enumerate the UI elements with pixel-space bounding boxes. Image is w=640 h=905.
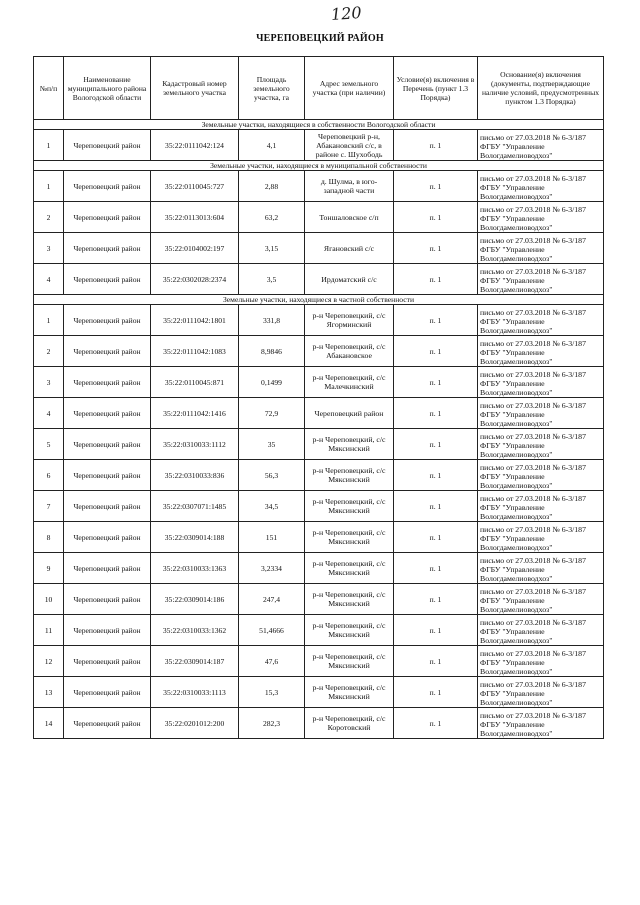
cell-num: 11 xyxy=(34,615,64,646)
cell-basis: письмо от 27.03.2018 № 6-3/187 ФГБУ "Управление Вологдамелиоводхоз" xyxy=(478,171,604,202)
cell-area: 47,6 xyxy=(239,646,305,677)
cell-area: 8,9846 xyxy=(239,336,305,367)
cell-num: 13 xyxy=(34,677,64,708)
cell-address: р-н Череповецкий, с/с Мяксинский xyxy=(305,677,394,708)
cell-condition: п. 1 xyxy=(394,429,478,460)
cell-address: р-н Череповецкий, с/с Малечкинский xyxy=(305,367,394,398)
cell-basis: письмо от 27.03.2018 № 6-3/187 ФГБУ "Управление Вологдамелиоводхоз" xyxy=(478,584,604,615)
cell-num: 1 xyxy=(34,171,64,202)
cell-area: 3,15 xyxy=(239,233,305,264)
cell-cadastre: 35:22:0310033:1362 xyxy=(151,615,239,646)
header-district: Наименование муниципального района Вологодской области xyxy=(64,57,151,120)
header-condition: Условие(я) включения в Перечень (пункт 1.3 Порядка) xyxy=(394,57,478,120)
cell-num: 2 xyxy=(34,336,64,367)
cell-address: р-н Череповецкий, с/с Абакановское xyxy=(305,336,394,367)
cell-num: 4 xyxy=(34,398,64,429)
table-row xyxy=(34,336,604,367)
cell-num: 10 xyxy=(34,584,64,615)
cell-area: 4,1 xyxy=(239,130,305,161)
cell-address: р-н Череповецкий, с/с Ягорминский xyxy=(305,305,394,336)
cell-cadastre: 35:22:0309014:186 xyxy=(151,584,239,615)
cell-cadastre: 35:22:0111042:1083 xyxy=(151,336,239,367)
cell-basis: письмо от 27.03.2018 № 6-3/187 ФГБУ "Управление Вологдамелиоводхоз" xyxy=(478,708,604,739)
cell-area: 247,4 xyxy=(239,584,305,615)
table-row xyxy=(34,398,604,429)
cell-address: Тоншаловское с/п xyxy=(305,202,394,233)
cell-basis: письмо от 27.03.2018 № 6-3/187 ФГБУ "Управление Вологдамелиоводхоз" xyxy=(478,460,604,491)
cell-condition: п. 1 xyxy=(394,553,478,584)
cell-num: 5 xyxy=(34,429,64,460)
cell-district: Череповецкий район xyxy=(64,522,151,553)
cell-area: 0,1499 xyxy=(239,367,305,398)
table-row xyxy=(34,553,604,584)
cell-district: Череповецкий район xyxy=(64,460,151,491)
cell-num: 1 xyxy=(34,130,64,161)
table-row xyxy=(34,233,604,264)
cell-district: Череповецкий район xyxy=(64,130,151,161)
cell-basis: письмо от 27.03.2018 № 6-3/187 ФГБУ "Управление Вологдамелиоводхоз" xyxy=(478,522,604,553)
cell-condition: п. 1 xyxy=(394,202,478,233)
cell-condition: п. 1 xyxy=(394,615,478,646)
cell-condition: п. 1 xyxy=(394,708,478,739)
cell-num: 3 xyxy=(34,233,64,264)
cell-address: р-н Череповецкий, с/с Мяксинский xyxy=(305,615,394,646)
table-row xyxy=(34,491,604,522)
header-area: Площадь земельного участка, га xyxy=(239,57,305,120)
cell-condition: п. 1 xyxy=(394,336,478,367)
cell-num: 6 xyxy=(34,460,64,491)
cell-condition: п. 1 xyxy=(394,264,478,295)
cell-condition: п. 1 xyxy=(394,171,478,202)
section-title: Земельные участки, находящиеся в частной собственности xyxy=(34,295,604,305)
section-title: Земельные участки, находящиеся в собственности Вологодской области xyxy=(34,120,604,130)
cell-address: р-н Череповецкий, с/с Мяксинский xyxy=(305,429,394,460)
cell-district: Череповецкий район xyxy=(64,171,151,202)
cell-district: Череповецкий район xyxy=(64,646,151,677)
cell-basis: письмо от 27.03.2018 № 6-3/187 ФГБУ "Управление Вологдамелиоводхоз" xyxy=(478,491,604,522)
cell-condition: п. 1 xyxy=(394,367,478,398)
cell-address: р-н Череповецкий, с/с Мяксинский xyxy=(305,491,394,522)
cell-basis: письмо от 27.03.2018 № 6-3/187 ФГБУ "Управление Вологдамелиоводхоз" xyxy=(478,429,604,460)
cell-address: Череповецкий р-н, Абакановский с/с, в районе с. Шухободь xyxy=(305,130,394,161)
cell-district: Череповецкий район xyxy=(64,202,151,233)
cell-basis: письмо от 27.03.2018 № 6-3/187 ФГБУ "Управление Вологдамелиоводхоз" xyxy=(478,646,604,677)
cell-address: р-н Череповецкий, с/с Мяксинский xyxy=(305,522,394,553)
cell-condition: п. 1 xyxy=(394,398,478,429)
cell-basis: письмо от 27.03.2018 № 6-3/187 ФГБУ "Управление Вологдамелиоводхоз" xyxy=(478,130,604,161)
cell-district: Череповецкий район xyxy=(64,584,151,615)
cell-district: Череповецкий район xyxy=(64,336,151,367)
cell-address: Ирдоматский с/с xyxy=(305,264,394,295)
header-basis: Основание(я) включения (документы, подтверждающие наличие условий, предусмотренных пунктом 1.3 Порядка) xyxy=(478,57,604,120)
table-row xyxy=(34,522,604,553)
cell-area: 15,3 xyxy=(239,677,305,708)
cell-cadastre: 35:22:0110045:871 xyxy=(151,367,239,398)
cell-cadastre: 35:22:0309014:187 xyxy=(151,646,239,677)
cell-condition: п. 1 xyxy=(394,584,478,615)
cell-cadastre: 35:22:0201012:200 xyxy=(151,708,239,739)
table-row xyxy=(34,202,604,233)
cell-district: Череповецкий район xyxy=(64,264,151,295)
cell-num: 14 xyxy=(34,708,64,739)
cell-basis: письмо от 27.03.2018 № 6-3/187 ФГБУ "Управление Вологдамелиоводхоз" xyxy=(478,367,604,398)
cell-cadastre: 35:22:0111042:1416 xyxy=(151,398,239,429)
cell-condition: п. 1 xyxy=(394,460,478,491)
cell-basis: письмо от 27.03.2018 № 6-3/187 ФГБУ "Управление Вологдамелиоводхоз" xyxy=(478,398,604,429)
cell-district: Череповецкий район xyxy=(64,233,151,264)
cell-area: 56,3 xyxy=(239,460,305,491)
table-row xyxy=(34,615,604,646)
cell-cadastre: 35:22:0310033:1112 xyxy=(151,429,239,460)
cell-basis: письмо от 27.03.2018 № 6-3/187 ФГБУ "Управление Вологдамелиоводхоз" xyxy=(478,677,604,708)
table-body xyxy=(34,120,604,739)
cell-num: 1 xyxy=(34,305,64,336)
cell-address: р-н Череповецкий, с/с Мяксинский xyxy=(305,553,394,584)
cell-cadastre: 35:22:0111042:1801 xyxy=(151,305,239,336)
cell-area: 3,5 xyxy=(239,264,305,295)
header-num: №п/п xyxy=(34,57,64,120)
cell-address: д. Шулма, в юго-западной части xyxy=(305,171,394,202)
table-row xyxy=(34,677,604,708)
cell-address: р-н Череповецкий, с/с Мяксинский xyxy=(305,584,394,615)
cell-cadastre: 35:22:0104002:197 xyxy=(151,233,239,264)
cell-basis: письмо от 27.03.2018 № 6-3/187 ФГБУ "Управление Вологдамелиоводхоз" xyxy=(478,615,604,646)
cell-address: р-н Череповецкий, с/с Мяксинский xyxy=(305,646,394,677)
cell-condition: п. 1 xyxy=(394,491,478,522)
cell-cadastre: 35:22:0310033:836 xyxy=(151,460,239,491)
cell-area: 151 xyxy=(239,522,305,553)
cell-district: Череповецкий район xyxy=(64,367,151,398)
cell-district: Череповецкий район xyxy=(64,398,151,429)
table-row xyxy=(34,305,604,336)
cell-district: Череповецкий район xyxy=(64,708,151,739)
cell-num: 12 xyxy=(34,646,64,677)
cell-area: 63,2 xyxy=(239,202,305,233)
cell-district: Череповецкий район xyxy=(64,677,151,708)
cell-area: 35 xyxy=(239,429,305,460)
cell-num: 2 xyxy=(34,202,64,233)
header-cadastre: Кадастровый номер земельного участка xyxy=(151,57,239,120)
table-header-row xyxy=(34,57,604,120)
cell-address: Ягановский с/с xyxy=(305,233,394,264)
table-row xyxy=(34,130,604,161)
cell-num: 3 xyxy=(34,367,64,398)
cell-num: 8 xyxy=(34,522,64,553)
cell-basis: письмо от 27.03.2018 № 6-3/187 ФГБУ "Управление Вологдамелиоводхоз" xyxy=(478,202,604,233)
cell-area: 331,8 xyxy=(239,305,305,336)
cell-cadastre: 35:22:0302028:2374 xyxy=(151,264,239,295)
table-row xyxy=(34,429,604,460)
cell-cadastre: 35:22:0310033:1113 xyxy=(151,677,239,708)
cell-basis: письмо от 27.03.2018 № 6-3/187 ФГБУ "Управление Вологдамелиоводхоз" xyxy=(478,336,604,367)
cell-num: 9 xyxy=(34,553,64,584)
page-number: 120 xyxy=(330,2,363,25)
cell-district: Череповецкий район xyxy=(64,615,151,646)
cell-basis: письмо от 27.03.2018 № 6-3/187 ФГБУ "Управление Вологдамелиоводхоз" xyxy=(478,553,604,584)
cell-basis: письмо от 27.03.2018 № 6-3/187 ФГБУ "Управление Вологдамелиоводхоз" xyxy=(478,233,604,264)
section-row xyxy=(34,161,604,171)
table-row xyxy=(34,460,604,491)
cell-area: 72,9 xyxy=(239,398,305,429)
cell-cadastre: 35:22:0110045:727 xyxy=(151,171,239,202)
cell-condition: п. 1 xyxy=(394,646,478,677)
header-address: Адрес земельного участка (при наличии) xyxy=(305,57,394,120)
cell-condition: п. 1 xyxy=(394,130,478,161)
section-title: Земельные участки, находящиеся в муниципальной собственности xyxy=(34,161,604,171)
table-row xyxy=(34,367,604,398)
cell-area: 51,4666 xyxy=(239,615,305,646)
cell-cadastre: 35:22:0309014:188 xyxy=(151,522,239,553)
cell-basis: письмо от 27.03.2018 № 6-3/187 ФГБУ "Управление Вологдамелиоводхоз" xyxy=(478,305,604,336)
table-row xyxy=(34,584,604,615)
page-title: ЧЕРЕПОВЕЦКИЙ РАЙОН xyxy=(256,33,384,44)
cell-district: Череповецкий район xyxy=(64,305,151,336)
cell-address: р-н Череповецкий, с/с Коротовский xyxy=(305,708,394,739)
cell-address: Череповецкий район xyxy=(305,398,394,429)
cell-basis: письмо от 27.03.2018 № 6-3/187 ФГБУ "Управление Вологдамелиоводхоз" xyxy=(478,264,604,295)
cell-cadastre: 35:22:0113013:604 xyxy=(151,202,239,233)
section-row xyxy=(34,295,604,305)
table-row xyxy=(34,646,604,677)
cell-district: Череповецкий район xyxy=(64,491,151,522)
cell-cadastre: 35:22:0111042:124 xyxy=(151,130,239,161)
cell-area: 3,2334 xyxy=(239,553,305,584)
cell-num: 4 xyxy=(34,264,64,295)
table-row xyxy=(34,708,604,739)
cell-area: 282,3 xyxy=(239,708,305,739)
cell-condition: п. 1 xyxy=(394,305,478,336)
cell-district: Череповецкий район xyxy=(64,553,151,584)
table-row xyxy=(34,171,604,202)
cell-district: Череповецкий район xyxy=(64,429,151,460)
cell-area: 2,88 xyxy=(239,171,305,202)
cell-condition: п. 1 xyxy=(394,677,478,708)
cell-condition: п. 1 xyxy=(394,233,478,264)
cell-num: 7 xyxy=(34,491,64,522)
land-plots-table xyxy=(33,56,604,739)
cell-address: р-н Череповецкий, с/с Мяксинский xyxy=(305,460,394,491)
cell-condition: п. 1 xyxy=(394,522,478,553)
cell-area: 34,5 xyxy=(239,491,305,522)
section-row xyxy=(34,120,604,130)
table-row xyxy=(34,264,604,295)
cell-cadastre: 35:22:0310033:1363 xyxy=(151,553,239,584)
cell-cadastre: 35:22:0307071:1485 xyxy=(151,491,239,522)
